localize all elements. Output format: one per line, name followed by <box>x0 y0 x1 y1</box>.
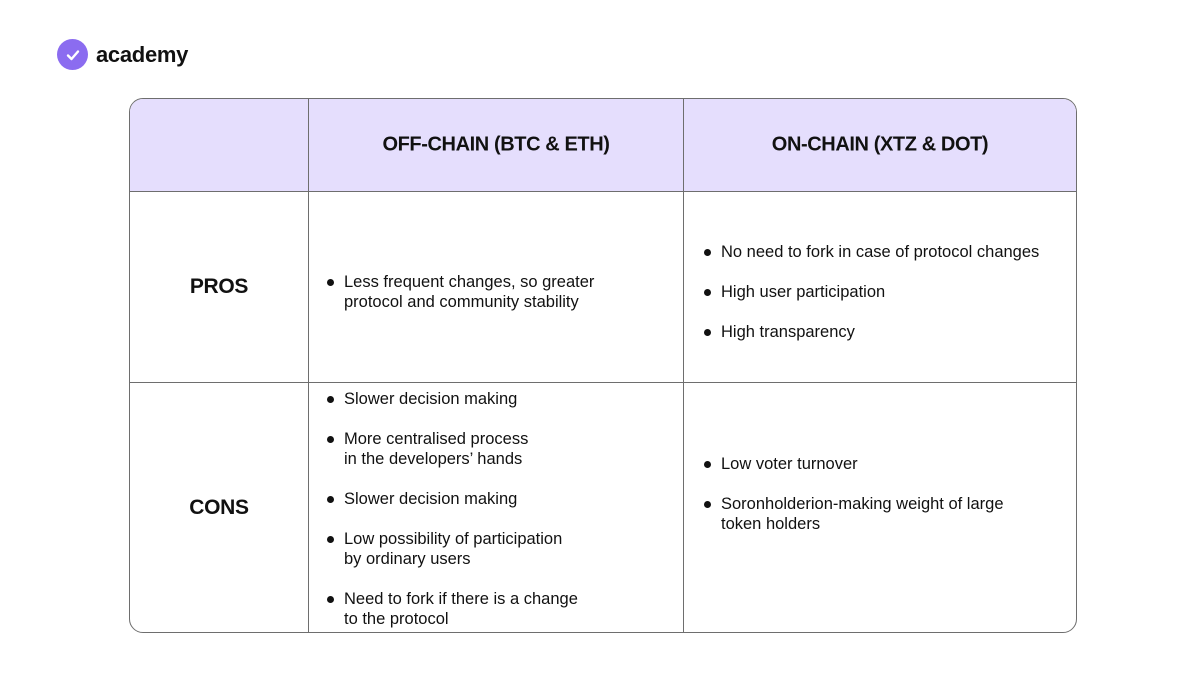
bullet-dot-icon <box>704 289 711 296</box>
pros-on-chain-cell <box>684 192 1076 382</box>
bullet-text: Soronholderion-making weight of large token holders <box>721 495 1004 533</box>
bullet-item <box>684 322 1076 342</box>
bullet-dot-icon <box>327 596 334 603</box>
bullet-dot-icon <box>704 461 711 468</box>
pros-off-chain-list <box>309 272 683 312</box>
cons-label: CONS <box>189 495 249 519</box>
brand-logo <box>57 39 188 70</box>
cons-off-chain-list <box>309 389 683 629</box>
bullet-dot-icon <box>704 249 711 256</box>
pros-label-cell <box>130 192 309 382</box>
table-header-row <box>130 99 1076 192</box>
bullet-item <box>309 429 683 469</box>
bullet-item <box>309 489 683 509</box>
pros-label: PROS <box>189 275 249 298</box>
table-row-cons <box>130 383 1076 632</box>
bullet-item <box>684 242 1076 262</box>
header-off-chain-cell <box>309 99 684 191</box>
bullet-dot-icon <box>327 396 334 403</box>
bullet-text: High transparency <box>721 323 855 341</box>
bullet-item <box>309 589 683 629</box>
header-on-chain-cell <box>684 99 1076 191</box>
cons-on-chain-list <box>684 454 1076 534</box>
comparison-table <box>129 98 1077 633</box>
bullet-item <box>684 454 1076 474</box>
bullet-text: Low voter turnover <box>721 455 858 473</box>
header-on-chain-label: ON-CHAIN (XTZ & DOT) <box>771 133 989 156</box>
bullet-item <box>309 272 683 312</box>
bullet-dot-icon <box>704 329 711 336</box>
bullet-item <box>309 389 683 409</box>
bullet-dot-icon <box>327 496 334 503</box>
header-corner-cell <box>130 99 309 191</box>
bullet-text: Slower decision making <box>344 390 518 408</box>
header-off-chain-label: OFF-CHAIN (BTC & ETH) <box>382 133 610 156</box>
bullet-text: More centralised process in the developers’ hands <box>344 430 529 468</box>
cons-on-chain-cell <box>684 383 1076 632</box>
bullet-item <box>309 529 683 569</box>
cons-label-cell <box>130 383 309 632</box>
bullet-dot-icon <box>327 279 334 286</box>
bullet-text: Low possibility of participation by ordinary users <box>344 530 563 568</box>
table-row-pros <box>130 192 1076 383</box>
pros-off-chain-cell <box>309 192 684 382</box>
pros-on-chain-list <box>684 242 1076 342</box>
bullet-dot-icon <box>704 501 711 508</box>
bullet-text: No need to fork in case of protocol changes <box>721 243 1040 261</box>
check-badge-icon <box>57 39 88 70</box>
bullet-item <box>684 282 1076 302</box>
bullet-text: Need to fork if there is a change to the protocol <box>344 590 578 628</box>
bullet-text: Less frequent changes, so greater protocol and community stability <box>344 273 595 311</box>
bullet-dot-icon <box>327 536 334 543</box>
cons-off-chain-cell <box>309 383 684 632</box>
bullet-item <box>684 494 1076 534</box>
brand-name: academy <box>96 41 189 67</box>
bullet-text: Slower decision making <box>344 490 518 508</box>
bullet-dot-icon <box>327 436 334 443</box>
bullet-text: High user participation <box>721 283 886 301</box>
